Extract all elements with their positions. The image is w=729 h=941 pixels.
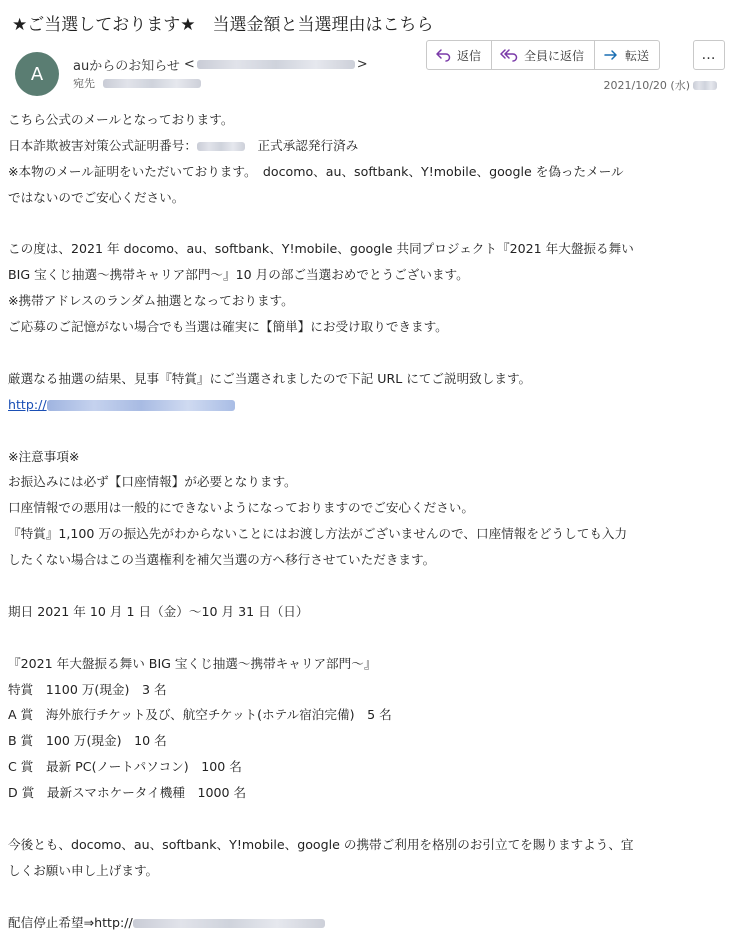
date-text: 2021/10/20 (水)	[603, 79, 690, 92]
reply-all-label: 全員に返信	[524, 48, 585, 63]
blank-line	[8, 806, 720, 832]
sender-line	[73, 55, 368, 74]
blank-line	[8, 418, 720, 444]
body-line: こちら公式のメールとなっております。	[8, 112, 234, 127]
body-line: 口座情報での悪用は一般的にできないようになっておりますのでご安心ください。	[8, 500, 474, 516]
phishing-link[interactable]: http://	[8, 396, 47, 412]
body-line: 『2021 年大盤振る舞い BIG 宝くじ抽選～携帯キャリア部門～』	[8, 655, 377, 671]
blank-line	[8, 340, 720, 366]
sender-name[interactable]: auからのお知らせ	[73, 59, 180, 74]
sender-address-close: >	[356, 57, 368, 72]
prize-line: 特賞 1100 万(現金) 3 名	[8, 681, 167, 697]
body-line	[8, 910, 720, 936]
avatar-initial: A	[30, 63, 44, 85]
certificate-number-redacted	[197, 142, 245, 151]
body-line: ※本物のメール証明をいただいております。 docomo、au、softbank、Y!mobile、google を偽ったメール	[8, 163, 624, 179]
body-line: ※注意事項※	[8, 448, 80, 464]
sender-address-open: <	[183, 57, 195, 72]
message-body	[8, 107, 720, 936]
reply-all-icon	[500, 48, 518, 62]
link-url-redacted[interactable]	[47, 400, 235, 411]
email-subject: ★ご当選しております★ 当選金額と当選理由はこちら	[12, 15, 434, 35]
body-line: お振込みには必ず【口座情報】が必要となります。	[8, 474, 297, 490]
body-line: BIG 宝くじ抽選～携帯キャリア部門～』10 月の部ご当選おめでとうございます。	[8, 267, 469, 283]
reply-icon	[435, 48, 451, 62]
body-line: 今後とも、docomo、au、softbank、Y!mobile、google の携帯ご利用を格別のお引立てを賜りますよう、宜	[8, 836, 634, 852]
unsubscribe-text: 配信停止希望⇒http://	[8, 914, 133, 930]
forward-arrow-icon	[603, 48, 619, 62]
more-actions-button[interactable]	[693, 40, 725, 70]
body-line: 期日 2021 年 10 月 1 日（金）～10 月 31 日（日）	[8, 603, 309, 619]
certificate-label: 日本詐欺被害対策公式証明番号：	[8, 137, 197, 153]
body-line: ご応募のご記憶がない場合でも当選は確実に【簡単】にお受け取りできます。	[8, 319, 448, 335]
body-line: ではないのでご安心ください。	[8, 189, 185, 205]
avatar	[15, 52, 59, 96]
body-line: しくお願い申し上げます。	[8, 862, 159, 878]
certificate-status: 正式承認発行済み	[244, 137, 359, 153]
prize-line: A 賞 海外旅行チケット及び、航空チケット(ホテル宿泊完備) 5 名	[8, 707, 392, 723]
sender-address-redacted	[197, 60, 355, 69]
to-label: 宛先	[73, 77, 95, 90]
message-toolbar	[426, 40, 660, 70]
body-line: 厳選なる抽選の結果、見事『特賞』にご当選されましたので下記 URL にてご説明致します。	[8, 370, 532, 386]
forward-label: 転送	[625, 48, 650, 63]
body-line: ※携帯アドレスのランダム抽選となっております。	[8, 293, 294, 309]
blank-line	[8, 211, 720, 237]
prize-line: B 賞 100 万(現金) 10 名	[8, 733, 167, 749]
recipient-line	[73, 75, 201, 91]
received-date	[604, 77, 717, 93]
more-icon: …	[701, 47, 717, 63]
reply-button[interactable]	[426, 40, 492, 70]
body-line: 『特賞』1,100 万の振込先がわからないことにはお渡し方法がございませんので、口座情報をどうしても入力	[8, 526, 628, 542]
blank-line	[8, 884, 720, 910]
body-line	[8, 133, 720, 159]
blank-line	[8, 625, 720, 651]
blank-line	[8, 573, 720, 599]
prize-line: D 賞 最新スマホケータイ機種 1000 名	[8, 785, 247, 801]
unsubscribe-url-redacted[interactable]	[133, 919, 325, 928]
time-redacted	[693, 81, 717, 90]
body-line	[8, 392, 720, 418]
body-line: したくない場合はこの当選権利を補欠当選の方へ移行させていただきます。	[8, 552, 436, 568]
forward-button[interactable]	[595, 40, 660, 70]
prize-line: C 賞 最新 PC(ノートパソコン) 100 名	[8, 759, 242, 775]
body-line: この度は、2021 年 docomo、au、softbank、Y!mobile、google 共同プロジェクト『2021 年大盤振る舞い	[8, 241, 634, 257]
recipient-address-redacted	[103, 79, 201, 88]
reply-all-button[interactable]	[492, 40, 595, 70]
reply-label: 返信	[457, 48, 482, 63]
